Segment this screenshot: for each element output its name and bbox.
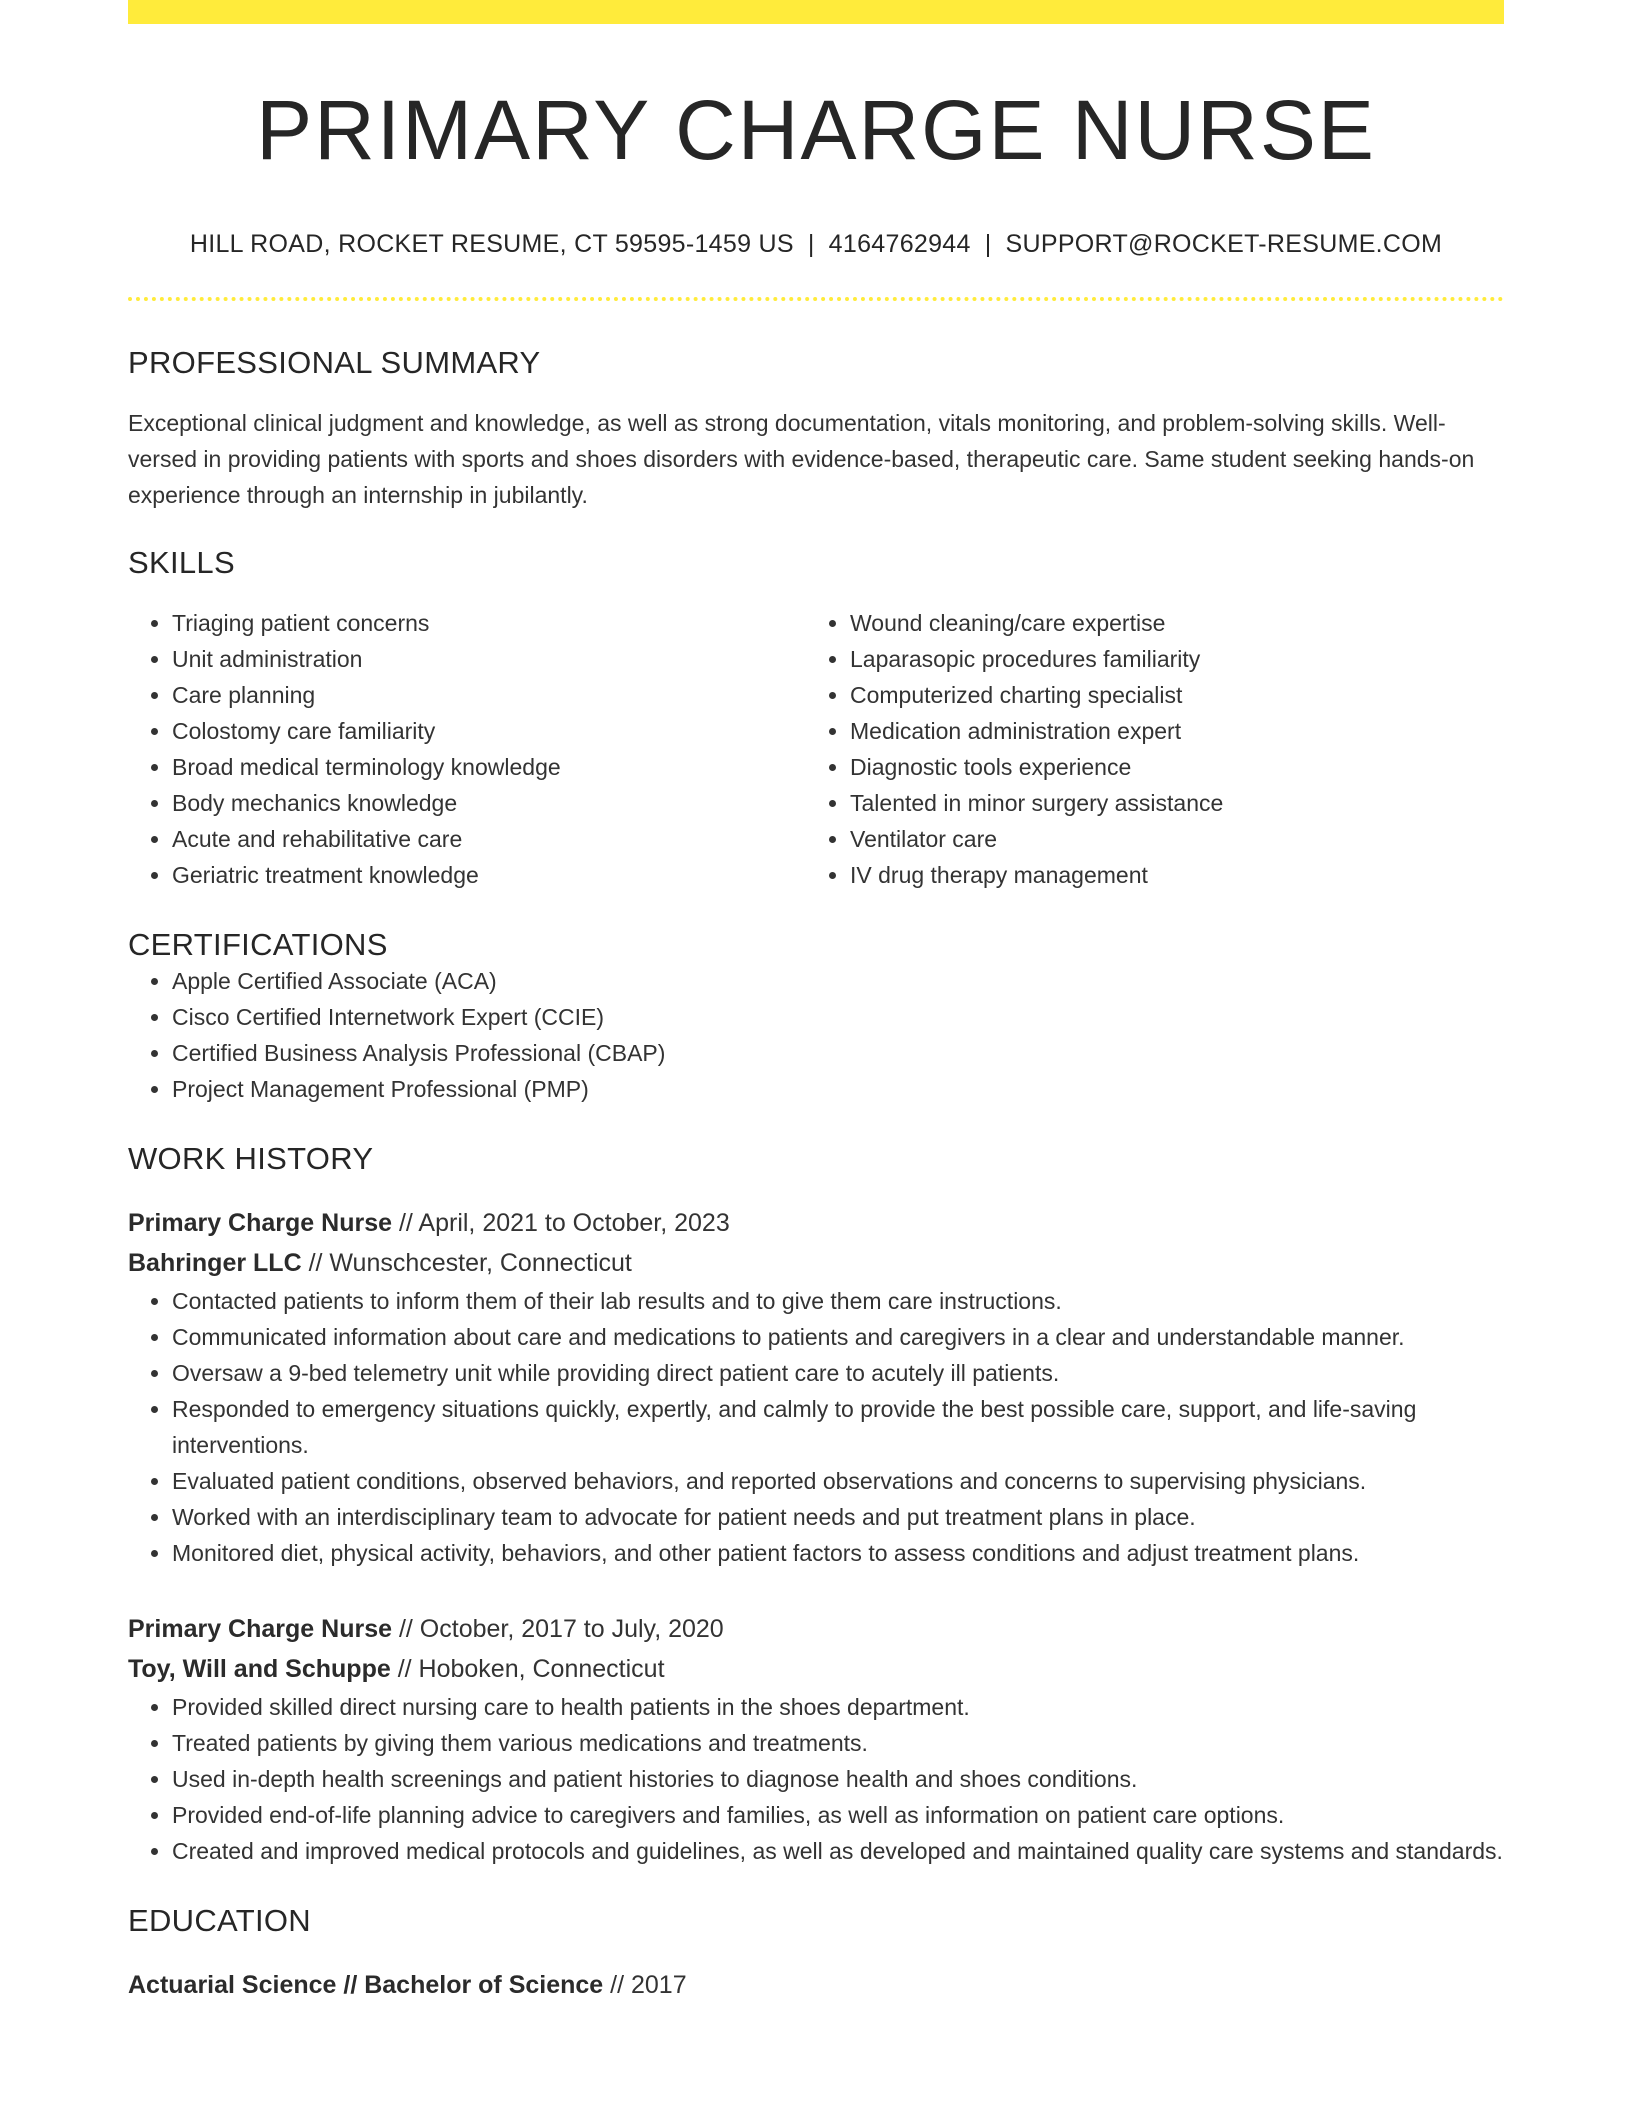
skill-item: • Body mechanics knowledge [172, 785, 806, 821]
job-entry [128, 1609, 1504, 1869]
contact-address: HILL ROAD, ROCKET RESUME, CT 59595-1459 US [189, 230, 794, 259]
work-history-section [128, 1141, 1504, 1869]
contact-phone: 4164762944 [828, 230, 971, 259]
skill-item: • Ventilator care [850, 821, 1484, 857]
job-location: // Wunschcester, Connecticut [301, 1249, 632, 1278]
skill-item: • Care planning [172, 677, 806, 713]
education-section [128, 1903, 1504, 2005]
skill-item: • Talented in minor surgery assistance [850, 785, 1484, 821]
job-entry [128, 1203, 1504, 1571]
job-dates: // April, 2021 to October, 2023 [392, 1209, 730, 1238]
job-company: Toy, Will and Schuppe [128, 1655, 391, 1684]
skill-item: • Computerized charting specialist [850, 677, 1484, 713]
education-entry [128, 1965, 1504, 2005]
skill-item: • Colostomy care familiarity [172, 713, 806, 749]
job-dates: // October, 2017 to July, 2020 [392, 1615, 724, 1644]
summary-text: Exceptional clinical judgment and knowledge, as well as strong documentation, vitals monitoring, and problem-solving skills. Well-versed in providing patients with sports and shoes disorders with evidence-based, therapeutic care. Same student seeking hands-on experience through an internship in jubilantly. [128, 410, 1475, 509]
education-degree: Actuarial Science // Bachelor of Science [128, 1971, 604, 2000]
job-bullet: • Contacted patients to inform them of their lab results and to give them care instructions. [172, 1283, 1504, 1319]
job-bullet: • Created and improved medical protocols and guidelines, as well as developed and maintained quality care systems and standards. [172, 1833, 1504, 1869]
job-bullet-list [128, 1689, 1504, 1869]
job-bullet: • Monitored diet, physical activity, behaviors, and other patient factors to assess conditions and adjust treatment plans. [172, 1535, 1504, 1571]
skill-item: • Wound cleaning/care expertise [850, 605, 1484, 641]
job-company-line [128, 1243, 1504, 1283]
certification-item: • Cisco Certified Internetwork Expert (CCIE) [172, 999, 1504, 1035]
job-role: Primary Charge Nurse [128, 1615, 393, 1644]
resume-page [128, 0, 1504, 2005]
summary-section [128, 345, 1504, 513]
job-title-line [128, 1609, 1504, 1649]
job-bullet: • Provided end-of-life planning advice to caregivers and families, as well as information on patient care options. [172, 1797, 1504, 1833]
job-title-line [128, 1203, 1504, 1243]
job-role: Primary Charge Nurse [128, 1209, 393, 1238]
summary-heading: PROFESSIONAL SUMMARY [128, 345, 541, 381]
skill-item: • Broad medical terminology knowledge [172, 749, 806, 785]
skill-item: • Medication administration expert [850, 713, 1484, 749]
certification-item: • Apple Certified Associate (ACA) [172, 963, 1504, 999]
contact-separator: | [984, 230, 992, 259]
skill-item: • Triaging patient concerns [172, 605, 806, 641]
skills-list-left [128, 605, 806, 893]
job-bullet: • Worked with an interdisciplinary team to advocate for patient needs and put treatment plans in place. [172, 1499, 1504, 1535]
skills-column-left [128, 605, 806, 893]
skill-item: • Laparasopic procedures familiarity [850, 641, 1484, 677]
job-company-line [128, 1649, 1504, 1689]
skills-column-right [806, 605, 1484, 893]
certifications-list [128, 963, 1504, 1107]
dotted-divider [128, 297, 1504, 301]
resume-name: PRIMARY CHARGE NURSE [256, 83, 1376, 177]
skills-heading: SKILLS [128, 545, 235, 581]
skill-item: • Geriatric treatment knowledge [172, 857, 806, 893]
skill-item: • Diagnostic tools experience [850, 749, 1484, 785]
job-bullet: • Provided skilled direct nursing care to health patients in the shoes department. [172, 1689, 1504, 1725]
job-bullet: • Evaluated patient conditions, observed behaviors, and reported observations and concerns to supervising physicians. [172, 1463, 1504, 1499]
contact-email: SUPPORT@ROCKET-RESUME.COM [1005, 230, 1443, 259]
accent-top-bar [128, 0, 1504, 24]
certification-item: • Certified Business Analysis Professional (CBAP) [172, 1035, 1504, 1071]
job-bullet: • Oversaw a 9-bed telemetry unit while providing direct patient care to acutely ill patients. [172, 1355, 1504, 1391]
job-bullet-list [128, 1283, 1504, 1571]
skill-item: • Acute and rehabilitative care [172, 821, 806, 857]
skill-item: • IV drug therapy management [850, 857, 1484, 893]
job-bullet: • Responded to emergency situations quickly, expertly, and calmly to provide the best possible care, support, and life-saving interventions. [172, 1391, 1504, 1463]
certifications-heading: CERTIFICATIONS [128, 927, 388, 963]
certification-item: • Project Management Professional (PMP) [172, 1071, 1504, 1107]
contact-line [128, 230, 1504, 259]
skills-section [128, 545, 1504, 893]
education-year: // 2017 [603, 1971, 687, 2000]
skills-list-right [806, 605, 1484, 893]
job-bullet: • Treated patients by giving them various medications and treatments. [172, 1725, 1504, 1761]
skills-grid [128, 605, 1504, 893]
job-bullet: • Communicated information about care and medications to patients and caregivers in a clear and understandable manner. [172, 1319, 1504, 1355]
job-location: // Hoboken, Connecticut [390, 1655, 665, 1684]
job-company: Bahringer LLC [128, 1249, 302, 1278]
education-heading: EDUCATION [128, 1903, 311, 1939]
contact-separator: | [807, 230, 815, 259]
work-history-heading: WORK HISTORY [128, 1141, 374, 1177]
certifications-section [128, 927, 1504, 1107]
skill-item: • Unit administration [172, 641, 806, 677]
job-bullet: • Used in-depth health screenings and patient histories to diagnose health and shoes conditions. [172, 1761, 1504, 1797]
